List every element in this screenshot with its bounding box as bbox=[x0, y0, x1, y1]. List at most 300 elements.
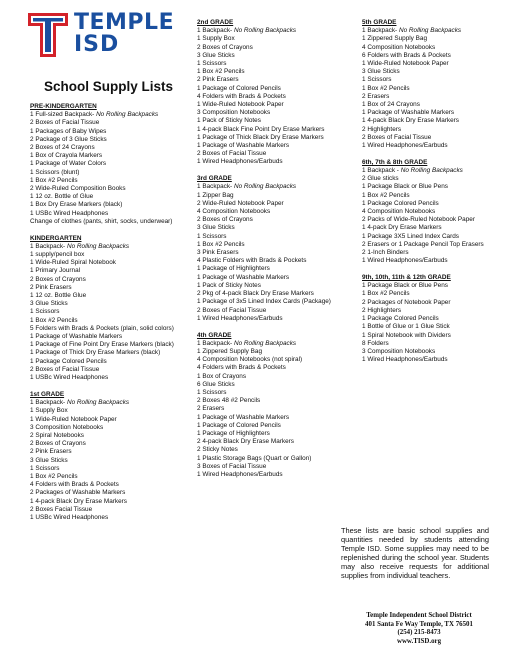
supply-item-text: 2 Pink Erasers bbox=[197, 76, 239, 84]
supply-item-text: 3 Glue Sticks bbox=[30, 300, 68, 308]
supply-item-text: 2 Erasers or 1 Package Pencil Top Erasers bbox=[362, 240, 484, 248]
supply-item-text: 1 Wide-Ruled Notebook Paper bbox=[362, 60, 449, 68]
supply-item bbox=[362, 348, 484, 356]
supply-item-text: 1 Package 3X5 Lined Index Cards bbox=[362, 232, 459, 240]
supply-item-note: No Rolling Backpacks bbox=[400, 167, 463, 175]
supply-item-text: 1 Bottle of Glue or 1 Glue Stick bbox=[362, 323, 450, 331]
supply-item bbox=[30, 489, 174, 497]
grade-section bbox=[362, 274, 484, 364]
supply-item bbox=[197, 52, 331, 60]
supply-item-text: 1 Box #2 Pencils bbox=[362, 290, 410, 298]
supply-item bbox=[197, 126, 331, 134]
supply-item bbox=[197, 183, 331, 191]
supply-item bbox=[197, 76, 331, 84]
supply-item-note: No Rolling Backpacks bbox=[398, 27, 462, 35]
supply-item-text: 1 4-pack Dry Erase Markers bbox=[362, 224, 442, 232]
supply-item bbox=[197, 216, 331, 224]
supply-item-text: 1 Backpack- bbox=[197, 27, 234, 35]
supply-item-text: 2 Boxes of Facial Tissue bbox=[197, 306, 267, 314]
supply-item bbox=[362, 315, 484, 323]
supply-item bbox=[362, 200, 484, 208]
supply-item bbox=[197, 200, 331, 208]
supply-item-text: 2 Highlighters bbox=[362, 306, 402, 314]
supply-item-note: No Rolling Backpacks bbox=[66, 399, 130, 407]
supply-item-text: 3 Glue Sticks bbox=[197, 224, 235, 232]
supply-item bbox=[197, 192, 331, 200]
supply-item bbox=[197, 397, 331, 405]
supply-item bbox=[30, 325, 174, 333]
supply-item-text: 1 Backpack- bbox=[362, 27, 399, 35]
supply-item-text: 3 Pink Erasers bbox=[197, 249, 239, 257]
supply-item bbox=[197, 142, 331, 150]
supply-item bbox=[30, 218, 174, 226]
supply-item-text: 2 Erasers bbox=[197, 405, 225, 413]
supply-item-text: 4 Composition Notebooks (not spiral) bbox=[197, 356, 303, 364]
supply-item-text: 1 12 oz. Bottle of Glue bbox=[30, 193, 94, 201]
grade-heading: 4th GRADE bbox=[197, 331, 232, 339]
supply-item bbox=[362, 332, 484, 340]
supply-item-text: 1 Supply Box bbox=[30, 407, 68, 415]
supply-item bbox=[197, 455, 331, 463]
logo-wordmark-isd: ISD bbox=[74, 32, 120, 57]
supply-item bbox=[362, 257, 484, 265]
supply-item bbox=[362, 35, 484, 43]
supply-item bbox=[197, 241, 331, 249]
supply-item bbox=[30, 333, 174, 341]
supply-item-text: 2 Boxes of Crayons bbox=[197, 43, 253, 51]
supply-item-text: 1 Scissors bbox=[197, 60, 227, 68]
supply-item-text: 2 Packages of Notebook Paper bbox=[362, 298, 451, 306]
temple-isd-logo bbox=[27, 10, 175, 60]
supply-item bbox=[30, 498, 174, 506]
supply-item bbox=[197, 422, 331, 430]
supply-item bbox=[362, 356, 484, 364]
supply-item-text: 1 Plastic Storage Bags (Quart or Gallon) bbox=[197, 454, 312, 462]
supply-item bbox=[362, 307, 484, 315]
supply-item-text: 1 Scissors bbox=[30, 308, 60, 316]
supply-item-text: 1 Full-sized Backpack- bbox=[30, 111, 97, 119]
supply-item-text: 1 Package of Washable Markers bbox=[197, 273, 290, 281]
grade-heading: 3rd GRADE bbox=[197, 175, 232, 183]
supply-item bbox=[30, 465, 174, 473]
grade-heading: 2nd GRADE bbox=[197, 19, 234, 26]
supply-item bbox=[30, 416, 174, 424]
supply-item-text: 4 Folders with Brads & Pockets bbox=[197, 364, 286, 372]
supply-item bbox=[362, 142, 484, 150]
supply-item bbox=[30, 111, 174, 119]
supply-item-text: 6 Glue Sticks bbox=[197, 380, 235, 388]
supply-item bbox=[197, 224, 331, 232]
supply-item-text: 4 Folders with Brads & Pockets bbox=[197, 92, 286, 100]
supply-item-text: 2 Boxes of Crayons bbox=[197, 216, 253, 224]
supply-column-3 bbox=[362, 19, 484, 373]
supply-item bbox=[30, 440, 174, 448]
supply-item-text: 1 Package of Washable Markers bbox=[197, 142, 290, 150]
supply-item-text: 1 Package Colored Pencils bbox=[362, 315, 439, 323]
supply-item bbox=[197, 101, 331, 109]
supply-item bbox=[197, 249, 331, 257]
supply-item bbox=[30, 481, 174, 489]
supply-item-text: 2 Boxes of Facial Tissue bbox=[30, 119, 100, 127]
supply-item bbox=[197, 134, 331, 142]
supply-item bbox=[362, 93, 484, 101]
grade-heading: KINDERGARTEN bbox=[30, 234, 82, 242]
supply-item bbox=[30, 136, 174, 144]
supply-item bbox=[197, 340, 331, 348]
supply-item-text: 3 Glue Sticks bbox=[30, 456, 68, 464]
supply-item bbox=[362, 233, 484, 241]
supply-item bbox=[197, 463, 331, 471]
supply-item bbox=[30, 308, 174, 316]
supply-item-text: 1 Scissors (blunt) bbox=[30, 168, 80, 176]
supply-item bbox=[197, 158, 331, 166]
supply-item bbox=[30, 193, 174, 201]
supply-item bbox=[30, 399, 174, 407]
supply-item-text: 1 Box #2 Pencils bbox=[30, 472, 78, 480]
district-contact-block bbox=[346, 612, 492, 646]
supply-item bbox=[30, 169, 174, 177]
supply-item bbox=[197, 446, 331, 454]
supply-item bbox=[30, 374, 174, 382]
supply-item bbox=[197, 265, 331, 273]
supply-item-text: 1 Box #2 Pencils bbox=[30, 176, 78, 184]
supply-item-text: 1 Pack of Sticky Notes bbox=[197, 117, 261, 125]
supply-item-note: No Rolling Backpacks bbox=[233, 27, 297, 35]
supply-item-text: 2 Wide-Ruled Notebook Paper bbox=[197, 199, 284, 207]
supply-item bbox=[362, 241, 484, 249]
supply-item-text: 1 Scissors bbox=[197, 388, 227, 396]
supply-item-note: No Rolling Backpacks bbox=[233, 339, 297, 347]
supply-item bbox=[197, 109, 331, 117]
supply-item bbox=[197, 150, 331, 158]
supply-item-text: 1 Box of Crayola Markers bbox=[30, 152, 103, 160]
grade-section bbox=[30, 235, 174, 383]
supply-item-text: 1 Primary Journal bbox=[30, 267, 81, 275]
supply-item bbox=[197, 356, 331, 364]
supply-item bbox=[362, 323, 484, 331]
supply-item-text: 1 Package of Thick Black Dry Erase Markers bbox=[197, 133, 324, 141]
supply-item-text: 1 Box #2 Pencils bbox=[30, 316, 78, 324]
supply-item-text: 3 Glue Sticks bbox=[362, 68, 400, 76]
supply-item-text: 1 Scissors bbox=[197, 232, 227, 240]
supply-item bbox=[30, 177, 174, 185]
supply-item bbox=[197, 298, 331, 306]
supply-item bbox=[197, 233, 331, 241]
supply-item bbox=[30, 448, 174, 456]
supply-item-text: 1 Box #2 Pencils bbox=[362, 191, 410, 199]
supply-item-text: 1 4-pack Black Dry Erase Markers bbox=[362, 117, 459, 125]
district-address: 401 Santa Fe Way Temple, TX 76501 bbox=[365, 620, 473, 628]
supply-item-text: 1 supply/pencil box bbox=[30, 251, 85, 259]
supply-item bbox=[197, 348, 331, 356]
supply-item-text: 2 Sticky Notes bbox=[197, 446, 238, 454]
supply-item bbox=[197, 60, 331, 68]
grade-section bbox=[197, 19, 331, 167]
supply-item-text: 1 Spiral Notebook with Dividers bbox=[362, 331, 451, 339]
supply-item-text: 1 Packages of Baby Wipes bbox=[30, 127, 107, 135]
supply-item-text: 1 Package of Washable Markers bbox=[362, 109, 455, 117]
supply-item-text: 1 Backpack- bbox=[197, 339, 234, 347]
supply-item bbox=[197, 290, 331, 298]
supply-item-text: 1 Backpack - bbox=[362, 167, 401, 175]
supply-item bbox=[30, 276, 174, 284]
grade-section bbox=[362, 19, 484, 150]
supply-item bbox=[197, 405, 331, 413]
supply-item-text: 1 Wired Headphones/Earbuds bbox=[362, 142, 448, 150]
supply-item-text: 1 Package of Colored Pencils bbox=[197, 421, 281, 429]
supply-item-text: 1 Wired Headphones/Earbuds bbox=[197, 314, 283, 322]
supply-item-text: 1 Wide-Ruled Notebook Paper bbox=[197, 101, 284, 109]
supply-item-text: 1 Box of Crayons bbox=[197, 372, 247, 380]
supply-item-text: 2 Spiral Notebooks bbox=[30, 431, 84, 439]
supply-item-text: 1 Zippered Supply Bag bbox=[362, 35, 428, 43]
grade-section bbox=[197, 332, 331, 480]
supply-item bbox=[30, 144, 174, 152]
supply-item bbox=[197, 389, 331, 397]
page-title: School Supply Lists bbox=[44, 79, 174, 94]
supply-notice: These lists are basic school supplies and quantities needed by students attending Temple ISD. Some supplies may need to be replenished during the school year. Students may also receive requests for additional supplies from individual teachers. bbox=[341, 526, 489, 581]
supply-item bbox=[197, 85, 331, 93]
supply-item-text: 1 Package of Colored Pencils bbox=[197, 84, 281, 92]
supply-item-text: 1 Scissors bbox=[30, 464, 60, 472]
supply-item bbox=[197, 430, 331, 438]
supply-item-text: 2 4-pack Black Dry Erase Markers bbox=[197, 438, 294, 446]
supply-item bbox=[197, 274, 331, 282]
supply-item bbox=[362, 60, 484, 68]
supply-item bbox=[30, 292, 174, 300]
supply-item bbox=[362, 101, 484, 109]
district-name: Temple Independent School District bbox=[366, 612, 472, 619]
supply-item-note: No Rolling Backpacks bbox=[233, 183, 297, 191]
supply-item bbox=[362, 340, 484, 348]
grade-heading: 9th, 10th, 11th & 12th GRADE bbox=[362, 274, 451, 282]
supply-item-text: 1 12 oz. Bottle Glue bbox=[30, 292, 87, 300]
temple-t-logo-icon bbox=[27, 12, 69, 58]
supply-item-text: 4 Folders with Brads & Pockets bbox=[30, 481, 119, 489]
supply-item bbox=[30, 267, 174, 275]
supply-item-text: 1 Backpack- bbox=[197, 183, 234, 191]
supply-item bbox=[30, 201, 174, 209]
supply-item-text: 1 Package of Thick Dry Erase Markers (black) bbox=[30, 349, 161, 357]
supply-item-text: 4 Composition Notebooks bbox=[197, 208, 271, 216]
supply-item-text: 2 1-Inch Binders bbox=[362, 249, 409, 257]
supply-item-text: Change of clothes (pants, shirt, socks, underwear) bbox=[30, 217, 173, 225]
supply-item bbox=[197, 307, 331, 315]
supply-item bbox=[362, 134, 484, 142]
supply-item-text: 1 Wide-Ruled Spiral Notebook bbox=[30, 259, 116, 267]
supply-item bbox=[197, 471, 331, 479]
supply-item-text: 1 Package of Highlighters bbox=[197, 429, 270, 437]
supply-item bbox=[362, 68, 484, 76]
supply-item-text: 1 Package Colored Pencils bbox=[362, 199, 439, 207]
supply-item-text: 3 Composition Notebooks bbox=[362, 347, 436, 355]
supply-item-text: 2 Highlighters bbox=[362, 125, 402, 133]
supply-item bbox=[362, 117, 484, 125]
supply-item bbox=[197, 373, 331, 381]
supply-item-text: 2 Pink Erasers bbox=[30, 283, 72, 291]
supply-item bbox=[30, 457, 174, 465]
supply-item bbox=[197, 68, 331, 76]
grade-section bbox=[30, 103, 174, 226]
supply-item bbox=[30, 506, 174, 514]
supply-item-note: No Rolling Backpacks bbox=[96, 111, 159, 119]
supply-item bbox=[197, 117, 331, 125]
supply-item bbox=[362, 290, 484, 298]
supply-item-text: 2 Wide-Ruled Composition Books bbox=[30, 185, 126, 193]
supply-item bbox=[30, 128, 174, 136]
supply-item bbox=[362, 175, 484, 183]
supply-item-text: 1 Package of 3x5 Lined Index Cards (Package) bbox=[197, 298, 331, 306]
supply-item bbox=[197, 44, 331, 52]
supply-item bbox=[362, 299, 484, 307]
supply-item bbox=[30, 251, 174, 259]
supply-item-text: 2 Pink Erasers bbox=[30, 448, 72, 456]
supply-column-1 bbox=[30, 103, 174, 531]
supply-item bbox=[362, 126, 484, 134]
supply-item-text: 6 Folders with Brads & Pockets bbox=[362, 51, 451, 59]
supply-item bbox=[30, 514, 174, 522]
supply-item-text: 1 Box #2 Pencils bbox=[197, 68, 245, 76]
supply-item bbox=[197, 315, 331, 323]
supply-item-text: 2 Packs of Wide-Ruled Notebook Paper bbox=[362, 216, 475, 224]
supply-item-text: 1 Package Colored Pencils bbox=[30, 357, 107, 365]
supply-item bbox=[362, 282, 484, 290]
supply-item bbox=[362, 109, 484, 117]
supply-item bbox=[30, 160, 174, 168]
supply-item-text: 1 Package Black or Blue Pens bbox=[362, 282, 448, 290]
supply-item-text: 2 Boxes of 24 Crayons bbox=[30, 144, 95, 152]
supply-item-text: 1 Box of 24 Crayons bbox=[362, 101, 420, 109]
district-website: www.TISD.org bbox=[396, 637, 442, 645]
supply-item-text: 2 Glue sticks bbox=[362, 175, 399, 183]
supply-item bbox=[362, 216, 484, 224]
grade-section bbox=[197, 175, 331, 323]
supply-item-text: 2 Boxes of Facial Tissue bbox=[197, 150, 267, 158]
supply-item-text: 1 Package of Washable Markers bbox=[197, 413, 290, 421]
supply-item bbox=[362, 76, 484, 84]
supply-item-text: 5 Folders with Brads & Pockets (plain, solid colors) bbox=[30, 324, 174, 332]
supply-item bbox=[362, 208, 484, 216]
supply-item-text: 1 USBc Wired Headphones bbox=[30, 374, 109, 382]
supply-item bbox=[30, 424, 174, 432]
supply-item-text: 1 USBc Wired Headphones bbox=[30, 513, 109, 521]
supply-item bbox=[362, 167, 484, 175]
supply-item-text: 1 Wide-Ruled Notebook Paper bbox=[30, 415, 117, 423]
supply-item-text: 1 Package of Fine Point Dry Erase Markers (black) bbox=[30, 341, 174, 349]
supply-item bbox=[362, 44, 484, 52]
supply-item-text: 1 USBc Wired Headphones bbox=[30, 209, 109, 217]
supply-item-note: No Rolling Backpacks bbox=[66, 242, 130, 250]
supply-item-text: 1 Pack of Sticky Notes bbox=[197, 281, 261, 289]
logo-wordmark-temple: TEMPLE bbox=[74, 10, 175, 35]
supply-item-text: 2 Boxes Facial Tissue bbox=[30, 505, 93, 513]
supply-item bbox=[197, 35, 331, 43]
supply-item-text: 3 Glue Sticks bbox=[197, 51, 235, 59]
supply-item bbox=[30, 432, 174, 440]
supply-item-text: 2 Packages of Washable Markers bbox=[30, 489, 126, 497]
supply-item bbox=[30, 349, 174, 357]
supply-item bbox=[30, 407, 174, 415]
supply-item-text: 1 Backpack- bbox=[30, 242, 67, 250]
district-phone: (254) 215-8473 bbox=[397, 629, 441, 636]
supply-item bbox=[197, 438, 331, 446]
supply-item bbox=[197, 93, 331, 101]
supply-item bbox=[362, 249, 484, 257]
supply-item-text: 4 Plastic Folders with Brads & Pockets bbox=[197, 257, 307, 265]
supply-column-2 bbox=[197, 19, 331, 488]
supply-item bbox=[197, 208, 331, 216]
supply-item-text: 1 4-pack Black Fine Point Dry Erase Markers bbox=[197, 125, 325, 133]
grade-heading: 1st GRADE bbox=[30, 390, 65, 398]
grade-section bbox=[362, 159, 484, 266]
supply-item-text: 2 Package of 3 Glue Sticks bbox=[30, 135, 107, 143]
supply-item-text: 2 Boxes of Facial Tissue bbox=[30, 365, 100, 373]
supply-item bbox=[30, 317, 174, 325]
supply-item bbox=[362, 52, 484, 60]
supply-item bbox=[30, 300, 174, 308]
supply-item bbox=[197, 381, 331, 389]
supply-item bbox=[30, 152, 174, 160]
supply-item-text: 8 Folders bbox=[362, 339, 389, 347]
supply-item bbox=[30, 243, 174, 251]
supply-item-text: 2 Boxes of Crayons bbox=[30, 275, 86, 283]
supply-item bbox=[30, 119, 174, 127]
supply-item bbox=[197, 257, 331, 265]
supply-item-text: 1 Package Black or Blue Pens bbox=[362, 183, 448, 191]
supply-item-text: 3 Boxes of Facial Tissue bbox=[197, 462, 267, 470]
supply-item-text: 1 Supply Box bbox=[197, 35, 235, 43]
supply-item bbox=[30, 259, 174, 267]
supply-item-text: 2 Boxes of Facial Tissue bbox=[362, 133, 432, 141]
supply-item bbox=[362, 183, 484, 191]
supply-item bbox=[30, 366, 174, 374]
supply-item-text: 1 Wired Headphones/Earbuds bbox=[197, 158, 283, 166]
supply-item bbox=[362, 27, 484, 35]
supply-item-text: 1 Zipper Bag bbox=[197, 191, 234, 199]
supply-item-text: 1 Box Dry Erase Markers (black) bbox=[30, 201, 123, 209]
grade-section bbox=[30, 391, 174, 522]
supply-item bbox=[30, 284, 174, 292]
supply-item bbox=[362, 224, 484, 232]
supply-item-text: 1 Package of Water Colors bbox=[30, 160, 107, 168]
supply-item-text: 1 Zippered Supply Bag bbox=[197, 347, 263, 355]
supply-item bbox=[30, 358, 174, 366]
supply-item bbox=[30, 341, 174, 349]
supply-item-text: 4 Composition Notebooks bbox=[362, 208, 436, 216]
supply-item-text: 1 Backpack- bbox=[30, 399, 67, 407]
supply-item-text: 3 Composition Notebooks bbox=[30, 423, 104, 431]
supply-item-text: 1 Box #2 Pencils bbox=[362, 84, 410, 92]
supply-item-text: 4 Composition Notebooks bbox=[362, 43, 436, 51]
supply-item bbox=[197, 414, 331, 422]
supply-item-text: 1 Box #2 Pencils bbox=[197, 240, 245, 248]
supply-item-text: 3 Composition Notebooks bbox=[197, 109, 271, 117]
supply-item-text: 2 Erasers bbox=[362, 92, 390, 100]
supply-item bbox=[197, 364, 331, 372]
supply-item-text: 1 Package of Highlighters bbox=[197, 265, 270, 273]
supply-item bbox=[197, 282, 331, 290]
grade-heading: 6th, 7th & 8th GRADE bbox=[362, 158, 428, 166]
supply-item-text: 2 Boxes of Crayons bbox=[30, 440, 86, 448]
grade-heading: 5th GRADE bbox=[362, 19, 397, 26]
supply-item-text: 1 Package of Washable Markers bbox=[30, 333, 123, 341]
supply-item bbox=[30, 185, 174, 193]
supply-item-text: 2 Boxes 48 #2 Pencils bbox=[197, 397, 261, 405]
supply-item bbox=[30, 473, 174, 481]
supply-item-text: 1 Wired Headphones/Earbuds bbox=[197, 470, 283, 478]
supply-item-text: 1 Wired Headphones/Earbuds bbox=[362, 257, 448, 265]
grade-heading: PRE-KINDERGARTEN bbox=[30, 103, 97, 110]
